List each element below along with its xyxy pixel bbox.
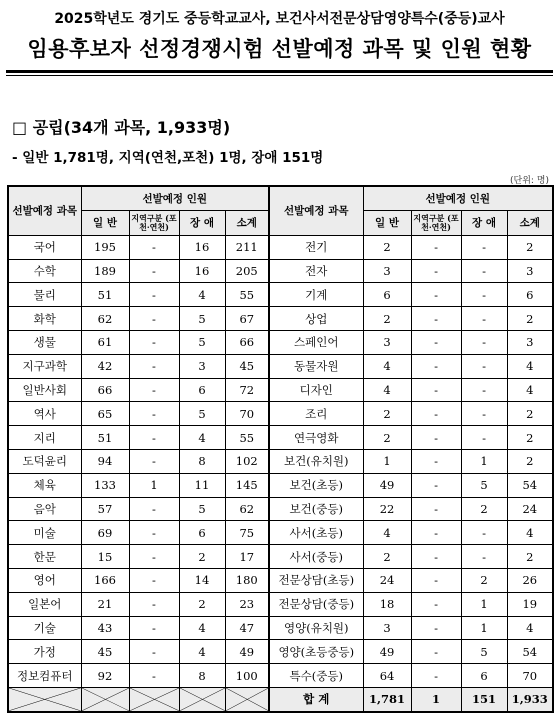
header-subject-left: 선발예정 과목 — [8, 186, 81, 235]
cell-subtotal-left: 145 — [225, 473, 269, 497]
cell-subtotal-left: 100 — [225, 664, 269, 688]
total-row — [8, 687, 553, 711]
cell-region-left: - — [129, 616, 179, 640]
cell-region-left: - — [129, 330, 179, 354]
selection-table — [7, 185, 554, 713]
cell-subtotal-left: 47 — [225, 616, 269, 640]
table-row — [8, 473, 553, 497]
cell-general-left: 189 — [81, 259, 129, 283]
cell-disabled-right: 2 — [461, 568, 507, 592]
cell-general-right: 4 — [363, 378, 411, 402]
cell-general-left: 94 — [81, 449, 129, 473]
cell-region-right: - — [411, 307, 461, 331]
cell-general-right: 3 — [363, 616, 411, 640]
cell-region-left: - — [129, 283, 179, 307]
cell-subject-right: 보건(중등) — [269, 497, 363, 521]
cell-subtotal-left: 180 — [225, 568, 269, 592]
cell-subject-right: 연극영화 — [269, 426, 363, 450]
cell-region-right: - — [411, 616, 461, 640]
section-title: □ 공립(34개 과목, 1,933명) — [12, 118, 231, 137]
cell-subject-left: 미술 — [8, 521, 81, 545]
cell-subject-right: 영양(유치원) — [269, 616, 363, 640]
cell-region-left: - — [129, 497, 179, 521]
cell-subtotal-right: 2 — [507, 545, 553, 569]
cell-subtotal-right: 19 — [507, 592, 553, 616]
cell-general-right: 6 — [363, 283, 411, 307]
cell-disabled-right: - — [461, 545, 507, 569]
cell-subject-left: 영어 — [8, 568, 81, 592]
cell-subject-left: 일본어 — [8, 592, 81, 616]
cell-general-left: 66 — [81, 378, 129, 402]
header-general-left: 일 반 — [81, 210, 129, 235]
cell-disabled-left: 16 — [179, 235, 225, 259]
cell-general-right: 1 — [363, 449, 411, 473]
cell-general-left: 133 — [81, 473, 129, 497]
cell-disabled-right: 1 — [461, 449, 507, 473]
cell-general-right: 2 — [363, 426, 411, 450]
cell-disabled-left: 2 — [179, 592, 225, 616]
cell-disabled-right: - — [461, 521, 507, 545]
empty-crossed-cell — [81, 687, 129, 711]
cell-general-right: 3 — [363, 330, 411, 354]
table-row — [8, 235, 553, 259]
unit-label: (단위: 명) — [510, 176, 549, 186]
cell-subtotal-right: 2 — [507, 235, 553, 259]
cell-region-left: - — [129, 449, 179, 473]
cell-region-right: - — [411, 354, 461, 378]
cell-disabled-left: 5 — [179, 307, 225, 331]
cell-disabled-left: 4 — [179, 426, 225, 450]
cell-subtotal-left: 211 — [225, 235, 269, 259]
cell-subtotal-left: 205 — [225, 259, 269, 283]
cell-subtotal-right: 26 — [507, 568, 553, 592]
header-disabled-left: 장 애 — [179, 210, 225, 235]
cell-subject-right: 스페인어 — [269, 330, 363, 354]
table-row — [8, 259, 553, 283]
cell-disabled-left: 14 — [179, 568, 225, 592]
header-subject-right: 선발예정 과목 — [269, 186, 363, 235]
cell-subtotal-right: 54 — [507, 473, 553, 497]
cell-general-left: 45 — [81, 640, 129, 664]
cell-region-right: - — [411, 664, 461, 688]
cell-subject-right: 상업 — [269, 307, 363, 331]
cell-region-left: - — [129, 402, 179, 426]
cell-subject-right: 동물자원 — [269, 354, 363, 378]
table-row — [8, 378, 553, 402]
cell-general-right: 64 — [363, 664, 411, 688]
title-rule-thin — [6, 75, 553, 76]
cell-subtotal-left: 55 — [225, 426, 269, 450]
table-row — [8, 307, 553, 331]
cell-subject-left: 지구과학 — [8, 354, 81, 378]
cell-subtotal-left: 55 — [225, 283, 269, 307]
cell-disabled-left: 3 — [179, 354, 225, 378]
cell-region-right: - — [411, 259, 461, 283]
empty-crossed-cell — [179, 687, 225, 711]
total-region: 1 — [411, 687, 461, 711]
cell-subject-left: 수학 — [8, 259, 81, 283]
table-row — [8, 545, 553, 569]
cell-general-right: 24 — [363, 568, 411, 592]
cell-subject-right: 보건(유치원) — [269, 449, 363, 473]
cell-disabled-right: 1 — [461, 616, 507, 640]
cell-subtotal-left: 17 — [225, 545, 269, 569]
cell-general-right: 18 — [363, 592, 411, 616]
cell-region-left: 1 — [129, 473, 179, 497]
cell-subtotal-right: 2 — [507, 402, 553, 426]
cell-general-right: 3 — [363, 259, 411, 283]
cell-disabled-right: - — [461, 235, 507, 259]
table-row — [8, 449, 553, 473]
cell-region-right: - — [411, 330, 461, 354]
header-subtotal-right: 소계 — [507, 210, 553, 235]
cell-region-right: - — [411, 426, 461, 450]
cell-subtotal-right: 2 — [507, 449, 553, 473]
cell-subject-right: 특수(중등) — [269, 664, 363, 688]
cell-subtotal-right: 3 — [507, 330, 553, 354]
cell-subject-left: 일반사회 — [8, 378, 81, 402]
cell-general-left: 62 — [81, 307, 129, 331]
cell-subtotal-right: 24 — [507, 497, 553, 521]
empty-crossed-cell — [8, 687, 81, 711]
cell-general-right: 4 — [363, 354, 411, 378]
title-rule-thick — [6, 70, 553, 73]
cell-region-right: - — [411, 402, 461, 426]
header-line1: 2025학년도 경기도 중등학교교사, 보건사서전문상담영양특수(중등)교사 — [54, 11, 505, 27]
cell-subject-left: 도덕윤리 — [8, 449, 81, 473]
table-row — [8, 592, 553, 616]
cell-subject-right: 전기 — [269, 235, 363, 259]
cell-region-left: - — [129, 307, 179, 331]
cell-disabled-right: - — [461, 402, 507, 426]
cell-general-right: 49 — [363, 640, 411, 664]
cell-subject-left: 음악 — [8, 497, 81, 521]
cell-region-right: - — [411, 235, 461, 259]
total-label: 합 계 — [269, 687, 363, 711]
cell-region-left: - — [129, 521, 179, 545]
cell-subtotal-right: 4 — [507, 521, 553, 545]
cell-disabled-left: 6 — [179, 378, 225, 402]
cell-region-right: - — [411, 449, 461, 473]
cell-disabled-right: 2 — [461, 497, 507, 521]
cell-subtotal-left: 67 — [225, 307, 269, 331]
cell-disabled-left: 5 — [179, 330, 225, 354]
cell-subject-left: 체육 — [8, 473, 81, 497]
cell-general-left: 57 — [81, 497, 129, 521]
empty-crossed-cell — [129, 687, 179, 711]
cell-subject-left: 정보컴퓨터 — [8, 664, 81, 688]
cell-subject-right: 기계 — [269, 283, 363, 307]
cell-general-left: 51 — [81, 283, 129, 307]
cell-disabled-left: 4 — [179, 283, 225, 307]
cell-disabled-right: - — [461, 307, 507, 331]
header-disabled-right: 장 애 — [461, 210, 507, 235]
cell-region-right: - — [411, 545, 461, 569]
cell-disabled-left: 5 — [179, 402, 225, 426]
cell-subtotal-left: 49 — [225, 640, 269, 664]
header-group-left: 선발예정 인원 — [81, 186, 269, 210]
cell-disabled-right: 5 — [461, 473, 507, 497]
cell-general-right: 49 — [363, 473, 411, 497]
table-row — [8, 402, 553, 426]
cell-general-left: 195 — [81, 235, 129, 259]
cell-general-right: 2 — [363, 402, 411, 426]
cell-region-right: - — [411, 473, 461, 497]
table-row — [8, 426, 553, 450]
cell-general-right: 2 — [363, 545, 411, 569]
cell-subtotal-right: 4 — [507, 616, 553, 640]
total-subtotal: 1,933 — [507, 687, 553, 711]
cell-general-left: 51 — [81, 426, 129, 450]
cell-disabled-right: 6 — [461, 664, 507, 688]
cell-disabled-left: 6 — [179, 521, 225, 545]
cell-subject-right: 전자 — [269, 259, 363, 283]
table-body — [8, 235, 553, 687]
cell-region-right: - — [411, 640, 461, 664]
cell-subject-right: 디자인 — [269, 378, 363, 402]
cell-region-left: - — [129, 354, 179, 378]
cell-disabled-left: 11 — [179, 473, 225, 497]
cell-disabled-left: 8 — [179, 664, 225, 688]
cell-subject-left: 화학 — [8, 307, 81, 331]
cell-region-right: - — [411, 568, 461, 592]
cell-disabled-left: 4 — [179, 616, 225, 640]
cell-region-right: - — [411, 378, 461, 402]
cell-region-left: - — [129, 568, 179, 592]
cell-subtotal-right: 4 — [507, 378, 553, 402]
cell-subtotal-left: 62 — [225, 497, 269, 521]
cell-subject-left: 기술 — [8, 616, 81, 640]
cell-disabled-right: - — [461, 330, 507, 354]
table-row — [8, 354, 553, 378]
cell-subtotal-left: 70 — [225, 402, 269, 426]
cell-subtotal-left: 23 — [225, 592, 269, 616]
cell-region-right: - — [411, 592, 461, 616]
cell-subject-right: 전문상담(초등) — [269, 568, 363, 592]
cell-general-left: 43 — [81, 616, 129, 640]
cell-disabled-left: 2 — [179, 545, 225, 569]
cell-subject-right: 보건(초등) — [269, 473, 363, 497]
cell-subtotal-left: 72 — [225, 378, 269, 402]
cell-region-left: - — [129, 259, 179, 283]
cell-region-left: - — [129, 235, 179, 259]
cell-subject-left: 지리 — [8, 426, 81, 450]
cell-subject-left: 가정 — [8, 640, 81, 664]
cell-subtotal-right: 2 — [507, 426, 553, 450]
header-region-left: 지역구분 (포천·연천) — [129, 210, 179, 235]
cell-subject-right: 영양(초등중등) — [269, 640, 363, 664]
cell-region-left: - — [129, 640, 179, 664]
cell-general-left: 166 — [81, 568, 129, 592]
table-row — [8, 640, 553, 664]
cell-disabled-right: - — [461, 354, 507, 378]
cell-disabled-left: 8 — [179, 449, 225, 473]
table-row — [8, 497, 553, 521]
cell-subject-left: 물리 — [8, 283, 81, 307]
page-title: 임용후보자 선정경쟁시험 선발예정 과목 및 인원 현황 — [27, 37, 532, 61]
cell-general-left: 65 — [81, 402, 129, 426]
cell-subject-right: 사서(중등) — [269, 545, 363, 569]
cell-region-left: - — [129, 545, 179, 569]
cell-general-left: 42 — [81, 354, 129, 378]
header-region-right: 지역구분 (포천·연천) — [411, 210, 461, 235]
table-row — [8, 568, 553, 592]
cell-subtotal-right: 2 — [507, 307, 553, 331]
table-row — [8, 283, 553, 307]
cell-disabled-left: 16 — [179, 259, 225, 283]
cell-region-left: - — [129, 592, 179, 616]
cell-general-right: 2 — [363, 235, 411, 259]
cell-subject-left: 생물 — [8, 330, 81, 354]
cell-subject-left: 한문 — [8, 545, 81, 569]
table-row — [8, 664, 553, 688]
table-row — [8, 330, 553, 354]
cell-subtotal-left: 45 — [225, 354, 269, 378]
cell-subtotal-right: 70 — [507, 664, 553, 688]
cell-disabled-right: - — [461, 283, 507, 307]
cell-disabled-left: 5 — [179, 497, 225, 521]
cell-region-left: - — [129, 664, 179, 688]
cell-subject-right: 조리 — [269, 402, 363, 426]
header-subtotal-left: 소계 — [225, 210, 269, 235]
total-general: 1,781 — [363, 687, 411, 711]
cell-subtotal-right: 54 — [507, 640, 553, 664]
cell-subtotal-left: 75 — [225, 521, 269, 545]
cell-disabled-right: - — [461, 378, 507, 402]
cell-disabled-right: 5 — [461, 640, 507, 664]
cell-subject-left: 국어 — [8, 235, 81, 259]
cell-region-left: - — [129, 426, 179, 450]
cell-region-right: - — [411, 283, 461, 307]
section-subtitle: - 일반 1,781명, 지역(연천,포천) 1명, 장애 151명 — [12, 150, 324, 166]
cell-disabled-left: 4 — [179, 640, 225, 664]
header-general-right: 일 반 — [363, 210, 411, 235]
table-row — [8, 616, 553, 640]
cell-region-left: - — [129, 378, 179, 402]
cell-disabled-right: 1 — [461, 592, 507, 616]
cell-general-right: 2 — [363, 307, 411, 331]
cell-subject-left: 역사 — [8, 402, 81, 426]
cell-subject-right: 전문상담(중등) — [269, 592, 363, 616]
cell-general-right: 4 — [363, 521, 411, 545]
cell-general-left: 21 — [81, 592, 129, 616]
table-row — [8, 521, 553, 545]
cell-subtotal-right: 4 — [507, 354, 553, 378]
cell-general-left: 92 — [81, 664, 129, 688]
cell-general-left: 61 — [81, 330, 129, 354]
cell-subtotal-left: 102 — [225, 449, 269, 473]
cell-disabled-right: - — [461, 259, 507, 283]
header-group-right: 선발예정 인원 — [363, 186, 553, 210]
cell-general-left: 69 — [81, 521, 129, 545]
cell-subtotal-right: 3 — [507, 259, 553, 283]
cell-general-left: 15 — [81, 545, 129, 569]
cell-region-right: - — [411, 497, 461, 521]
cell-subtotal-left: 66 — [225, 330, 269, 354]
empty-crossed-cell — [225, 687, 269, 711]
cell-disabled-right: - — [461, 426, 507, 450]
cell-subject-right: 사서(초등) — [269, 521, 363, 545]
cell-region-right: - — [411, 521, 461, 545]
cell-subtotal-right: 6 — [507, 283, 553, 307]
cell-general-right: 22 — [363, 497, 411, 521]
total-disabled: 151 — [461, 687, 507, 711]
